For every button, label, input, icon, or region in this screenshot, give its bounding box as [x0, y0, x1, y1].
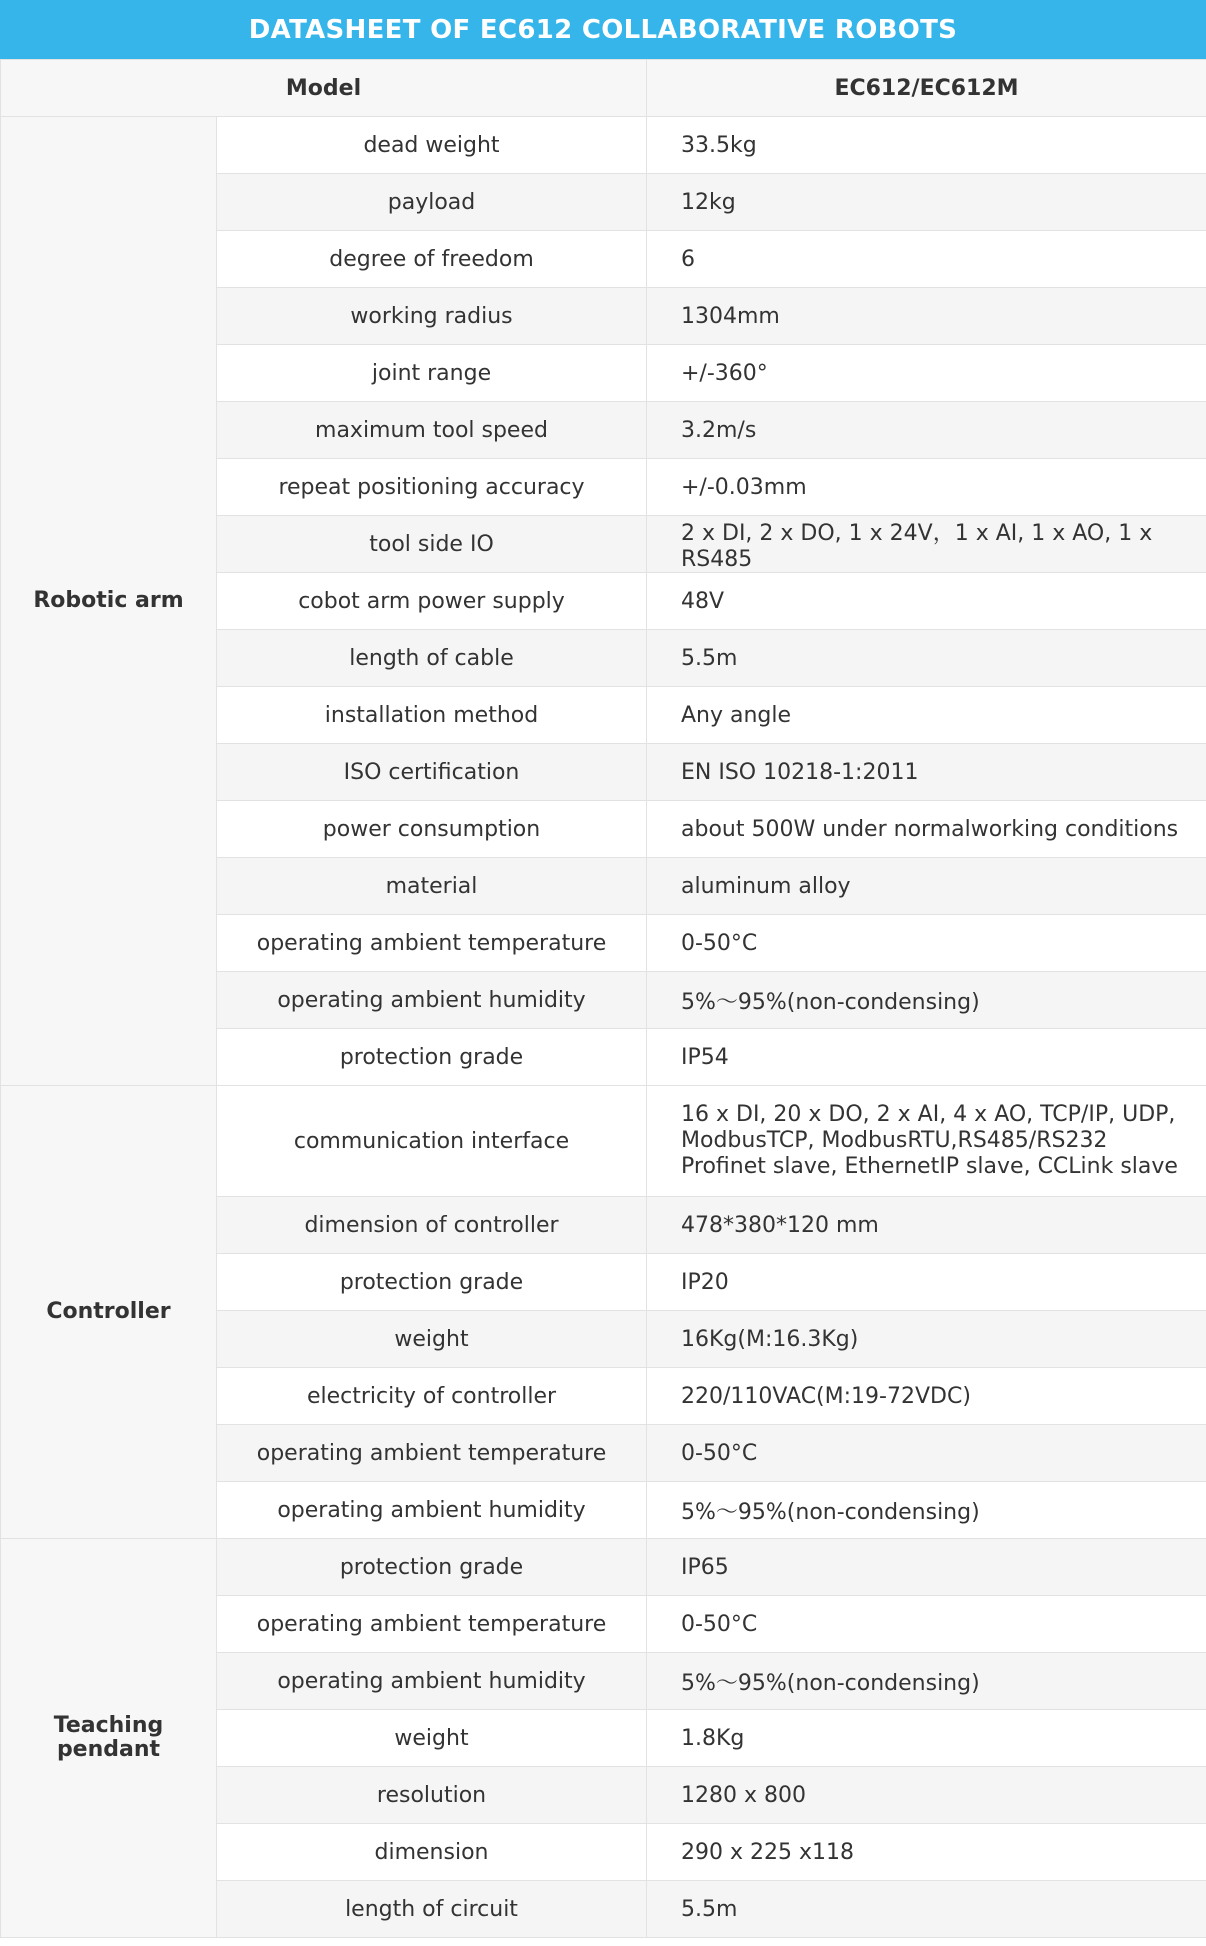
param-label: payload — [217, 174, 647, 231]
param-label: protection grade — [217, 1254, 647, 1311]
param-value: 1.8Kg — [647, 1710, 1206, 1767]
param-label: electricity of controller — [217, 1368, 647, 1425]
param-value: 1304mm — [647, 288, 1206, 345]
param-label: dimension — [217, 1824, 647, 1881]
param-label: installation method — [217, 687, 647, 744]
param-value: aluminum alloy — [647, 858, 1206, 915]
param-value: 5.5m — [647, 1881, 1206, 1938]
param-label: communication interface — [217, 1086, 647, 1197]
table-row — [1, 1539, 1206, 1596]
value-line: Profinet slave, EthernetIP slave, CCLink slave — [681, 1154, 1178, 1179]
table-row — [1, 1086, 1206, 1197]
param-label: operating ambient temperature — [217, 1425, 647, 1482]
spec-table — [0, 59, 1206, 1938]
group-label-controller: Controller — [1, 1086, 217, 1539]
param-label: weight — [217, 1311, 647, 1368]
param-value: about 500W under normalworking conditions — [647, 801, 1206, 858]
value-line: ModbusTCP, ModbusRTU,RS485/RS232 — [681, 1128, 1108, 1153]
param-value: 48V — [647, 573, 1206, 630]
param-label: operating ambient humidity — [217, 1482, 647, 1539]
datasheet-title: DATASHEET OF EC612 COLLABORATIVE ROBOTS — [0, 0, 1206, 59]
param-label: weight — [217, 1710, 647, 1767]
param-value: 290 x 225 x118 — [647, 1824, 1206, 1881]
param-value: +/-360° — [647, 345, 1206, 402]
group-label-teaching-pendant — [1, 1539, 217, 1938]
param-label: maximum tool speed — [217, 402, 647, 459]
param-label: length of cable — [217, 630, 647, 687]
param-label: degree of freedom — [217, 231, 647, 288]
param-value: IP54 — [647, 1029, 1206, 1086]
param-value: 3.2m/s — [647, 402, 1206, 459]
param-label: dead weight — [217, 117, 647, 174]
value-line: 16 x DI, 20 x DO, 2 x AI, 4 x AO, TCP/IP, UDP, — [681, 1102, 1176, 1127]
param-label: cobot arm power supply — [217, 573, 647, 630]
param-label: tool side IO — [217, 516, 647, 573]
model-value: EC612/EC612M — [647, 60, 1206, 117]
group-label-robotic-arm: Robotic arm — [1, 117, 217, 1086]
param-value: 1280 x 800 — [647, 1767, 1206, 1824]
group-label-line: pendant — [56, 1737, 161, 1762]
param-value: 12kg — [647, 174, 1206, 231]
param-value: 478*380*120 mm — [647, 1197, 1206, 1254]
param-value — [647, 1086, 1206, 1197]
param-label: length of circuit — [217, 1881, 647, 1938]
param-value: 220/110VAC(M:19-72VDC) — [647, 1368, 1206, 1425]
param-label: resolution — [217, 1767, 647, 1824]
param-value: 0-50°C — [647, 1425, 1206, 1482]
table-row — [1, 117, 1206, 174]
param-label: operating ambient humidity — [217, 972, 647, 1029]
group-label-line: Teaching — [53, 1713, 164, 1738]
param-label: repeat positioning accuracy — [217, 459, 647, 516]
param-label: operating ambient temperature — [217, 915, 647, 972]
param-label: material — [217, 858, 647, 915]
param-value: 5%～95%(non-condensing) — [647, 1482, 1206, 1539]
param-label: joint range — [217, 345, 647, 402]
param-label: power consumption — [217, 801, 647, 858]
param-value: 0-50°C — [647, 1596, 1206, 1653]
param-value: +/-0.03mm — [647, 459, 1206, 516]
header-row — [1, 60, 1206, 117]
param-value: 5.5m — [647, 630, 1206, 687]
param-value: 6 — [647, 231, 1206, 288]
param-label: operating ambient temperature — [217, 1596, 647, 1653]
param-label: protection grade — [217, 1029, 647, 1086]
param-label: dimension of controller — [217, 1197, 647, 1254]
param-value: 5%～95%(non-condensing) — [647, 972, 1206, 1029]
param-value: 5%～95%(non-condensing) — [647, 1653, 1206, 1710]
param-label: ISO certification — [217, 744, 647, 801]
param-value: 33.5kg — [647, 117, 1206, 174]
param-value: EN ISO 10218-1:2011 — [647, 744, 1206, 801]
param-value: IP65 — [647, 1539, 1206, 1596]
param-label: protection grade — [217, 1539, 647, 1596]
param-value: IP20 — [647, 1254, 1206, 1311]
model-label: Model — [1, 60, 647, 117]
param-value: 0-50°C — [647, 915, 1206, 972]
param-value: Any angle — [647, 687, 1206, 744]
param-value: 2 x DI, 2 x DO, 1 x 24V，1 x AI, 1 x AO, 1 x RS485 — [647, 516, 1206, 573]
param-label: operating ambient humidity — [217, 1653, 647, 1710]
param-label: working radius — [217, 288, 647, 345]
param-value: 16Kg(M:16.3Kg) — [647, 1311, 1206, 1368]
